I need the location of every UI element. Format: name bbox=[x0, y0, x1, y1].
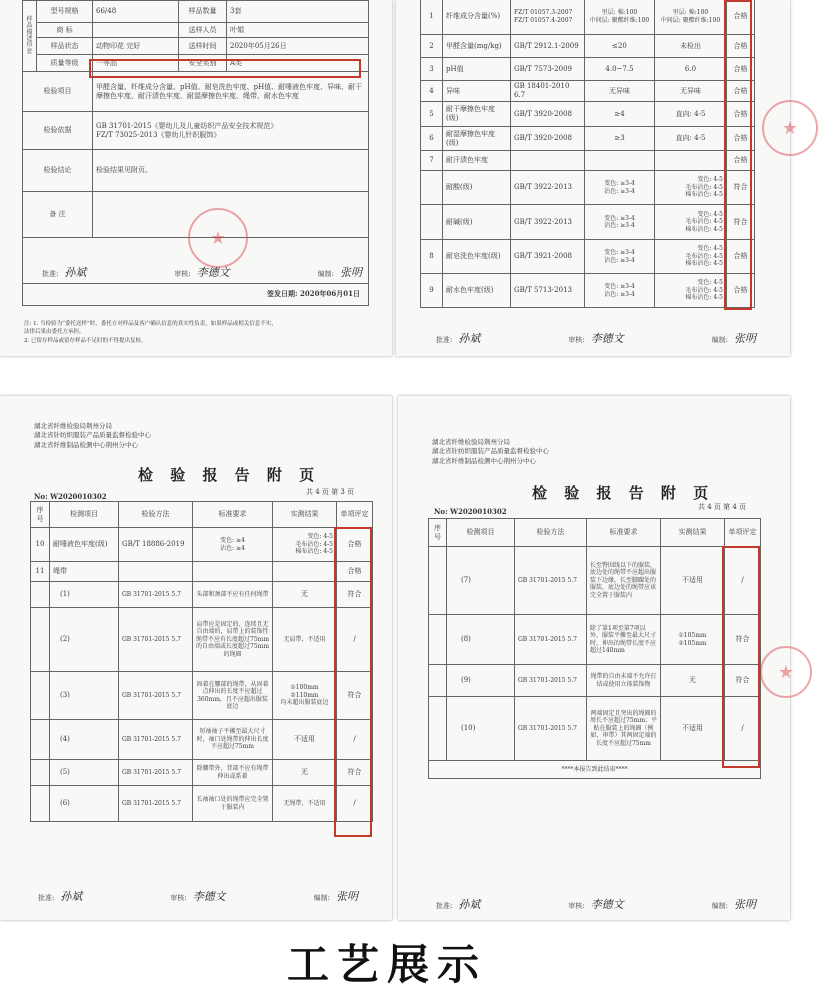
row-result: 直向: 4-5 bbox=[655, 102, 727, 127]
col-header: 序号 bbox=[31, 502, 50, 528]
row-result: 里层: 棉:100 中间层: 聚酯纤维:100 bbox=[655, 0, 727, 35]
row-item: 耐酸(级) bbox=[443, 171, 511, 205]
col-header: 检验方法 bbox=[119, 502, 193, 528]
row-result bbox=[273, 562, 337, 582]
label-sample-state: 样品状态 bbox=[37, 38, 93, 55]
results-table-page-3 bbox=[30, 501, 373, 822]
issuer-header: 湖北省纤维检验局荆州分局 湖北省针纺织服装产品质量监督检验中心 湖北省纤维制品检测中心荆州分中心 bbox=[432, 438, 549, 465]
label-quantity: 样品数量 bbox=[179, 1, 227, 23]
approve-label: 批准: bbox=[436, 902, 453, 910]
report-page-4 bbox=[398, 396, 795, 920]
row-verdict: 合格 bbox=[727, 274, 755, 308]
row-method: GB/T 3920-2008 bbox=[511, 127, 585, 151]
row-verdict: 合格 bbox=[727, 240, 755, 274]
row-no: 8 bbox=[421, 240, 443, 274]
row-verdict: 符合 bbox=[337, 582, 373, 608]
report-page-3 bbox=[0, 396, 392, 920]
value-quantity: 3套 bbox=[227, 1, 369, 23]
row-standard: ≥4 bbox=[585, 102, 655, 127]
row-no bbox=[429, 665, 447, 697]
row-no: 9 bbox=[421, 274, 443, 308]
approve-label: 批准: bbox=[42, 270, 59, 278]
row-method: GB/T 2912.1-2009 bbox=[511, 35, 585, 58]
row-verdict: 合格 bbox=[337, 528, 373, 562]
value-test-basis: GB 31701-2015《婴幼儿及儿童纺织产品安全技术规范》 FZ/T 73025-2013《婴幼儿针织服饰》 bbox=[93, 112, 369, 150]
row-verdict: 合格 bbox=[727, 151, 755, 171]
col-header: 标准要求 bbox=[587, 519, 661, 547]
row-method: GB/T 18886-2019 bbox=[119, 528, 193, 562]
value-quality-grade: 一等品 bbox=[93, 55, 179, 72]
official-stamp: ★ bbox=[762, 100, 818, 156]
row-no bbox=[31, 760, 50, 786]
row-standard bbox=[585, 151, 655, 171]
compile-label: 编制: bbox=[711, 902, 728, 910]
row-result: 不适用 bbox=[661, 697, 725, 761]
row-method: GB 31701-2015 5.7 bbox=[119, 582, 193, 608]
value-remarks bbox=[93, 192, 369, 238]
row-result: 不适用 bbox=[661, 547, 725, 615]
compile-signature: 张明 bbox=[339, 266, 362, 279]
section-banner bbox=[0, 930, 790, 989]
label-conclusion: 检验结论 bbox=[23, 150, 93, 192]
col-header: 检验方法 bbox=[515, 519, 587, 547]
row-result: ①100mm ②110mm 均未超出服装底边 bbox=[273, 672, 337, 720]
row-standard: 4.0~7.5 bbox=[585, 58, 655, 81]
row-method: GB 31701-2015 5.7 bbox=[119, 672, 193, 720]
col-header: 实测结果 bbox=[661, 519, 725, 547]
row-item: 耐干摩擦色牢度(级) bbox=[443, 102, 511, 127]
row-method: GB/T 3922-2013 bbox=[511, 205, 585, 240]
row-item: (5) bbox=[50, 760, 119, 786]
report-end-note: ****本报告到此结束**** bbox=[429, 761, 761, 779]
approve-signature: 孙斌 bbox=[60, 890, 83, 903]
row-no bbox=[31, 720, 50, 760]
page-title: 检 验 报 告 附 页 bbox=[138, 466, 321, 484]
row-item: (9) bbox=[447, 665, 515, 697]
row-method: GB/T 5713-2013 bbox=[511, 274, 585, 308]
row-standard: 变色: ≥3-4 沾色: ≥3-4 bbox=[585, 171, 655, 205]
signature-row-1 bbox=[42, 264, 362, 280]
row-no bbox=[31, 582, 50, 608]
row-result: 变色: 4-5 毛布沾色: 4-5 棉布沾色: 4-5 bbox=[655, 240, 727, 274]
row-result: 无肩带，不适用 bbox=[273, 608, 337, 672]
review-signature: 李德文 bbox=[192, 890, 226, 903]
approve-signature: 孙斌 bbox=[64, 266, 87, 279]
row-standard: 变色: ≥3-4 沾色: ≥3-4 bbox=[585, 274, 655, 308]
row-standard bbox=[193, 562, 273, 582]
row-verdict: / bbox=[725, 547, 761, 615]
value-safety-class: A类 bbox=[227, 55, 369, 72]
row-standard: 短袖袖子平摊至最大尺寸时，袖口处绳带的伸出长度不应超过75mm bbox=[193, 720, 273, 760]
value-conclusion: 检验结果见附页。 bbox=[93, 150, 369, 192]
value-brand bbox=[93, 23, 179, 38]
row-item: 耐碱(级) bbox=[443, 205, 511, 240]
official-stamp: ★ bbox=[760, 646, 812, 698]
label-safety-class: 安全类别 bbox=[179, 55, 227, 72]
page-title: 检 验 报 告 附 页 bbox=[532, 484, 715, 502]
review-signature: 李德文 bbox=[196, 266, 230, 279]
row-method: GB 31701-2015 5.7 bbox=[515, 615, 587, 665]
row-method bbox=[511, 151, 585, 171]
review-signature: 李德文 bbox=[590, 898, 624, 911]
row-method: GB/T 3920-2008 bbox=[511, 102, 585, 127]
row-method: GB 31701-2015 5.7 bbox=[515, 697, 587, 761]
row-standard: 变色: ≥4 沾色: ≥4 bbox=[193, 528, 273, 562]
row-result: 6.0 bbox=[655, 58, 727, 81]
compile-label: 编制: bbox=[317, 270, 334, 278]
official-stamp: ★ bbox=[188, 208, 248, 268]
value-sender: 叶娟 bbox=[227, 23, 369, 38]
value-sample-state: 动物印花 完好 bbox=[93, 38, 179, 55]
results-table-page-2 bbox=[420, 0, 755, 308]
row-result bbox=[655, 151, 727, 171]
row-standard: ≥3 bbox=[585, 127, 655, 151]
row-result: 变色: 4-5 毛布沾色: 4-5 棉布沾色: 4-5 bbox=[655, 274, 727, 308]
review-label: 审核: bbox=[174, 270, 191, 278]
row-no: 10 bbox=[31, 528, 50, 562]
sample-info-table bbox=[22, 0, 369, 306]
report-number: No: W2020010302 bbox=[34, 492, 107, 501]
row-verdict: 符合 bbox=[727, 205, 755, 240]
value-test-items: 甲醛含量、纤维成分含量、pH值、耐皂洗色牢度、pH值、耐唾液色牢度、异味、耐干摩擦色牢度、耐汗渍色牢度、耐湿摩擦色牢度、绳带、耐水色牢度 bbox=[93, 72, 369, 112]
row-verdict: 合格 bbox=[337, 562, 373, 582]
row-result: 变色: 4-5 毛布沾色: 4-5 棉布沾色: 4-5 bbox=[655, 171, 727, 205]
col-header: 实测结果 bbox=[273, 502, 337, 528]
row-item: (2) bbox=[50, 608, 119, 672]
row-no: 2 bbox=[421, 35, 443, 58]
row-standard: 无异味 bbox=[585, 81, 655, 102]
col-header: 单项评定 bbox=[337, 502, 373, 528]
row-no: 11 bbox=[31, 562, 50, 582]
row-result: 未检出 bbox=[655, 35, 727, 58]
row-verdict: 合格 bbox=[727, 127, 755, 151]
page-number: 共 4 页 第 3 页 bbox=[306, 488, 355, 496]
row-verdict: 符合 bbox=[337, 760, 373, 786]
row-verdict: 合格 bbox=[727, 81, 755, 102]
row-result: 无 bbox=[273, 582, 337, 608]
row-no bbox=[31, 786, 50, 822]
section-heading: 工艺展示 bbox=[287, 940, 488, 989]
compile-label: 编制: bbox=[313, 894, 330, 902]
report-notes: 注: 1. 当检验为“委托送样”时，委托方对样品及客户确认信息的真实性负责，如果样品或相关信息不实， 法律后果由委托方承担。 2. 已留存样品或留存样品不足时的不得提出复检。 bbox=[24, 321, 277, 344]
row-result: 变色: 4-5 毛布沾色: 4-5 棉布沾色: 4-5 bbox=[655, 205, 727, 240]
row-standard: ≤20 bbox=[585, 35, 655, 58]
row-no: 5 bbox=[421, 102, 443, 127]
row-result: 直向: 4-5 bbox=[655, 127, 727, 151]
row-method: GB/T 3922-2013 bbox=[511, 171, 585, 205]
label-remarks: 备 注 bbox=[23, 192, 93, 238]
row-result: 无 bbox=[273, 760, 337, 786]
row-verdict: 符合 bbox=[337, 672, 373, 720]
row-method: GB 18401-2010 6.7 bbox=[511, 81, 585, 102]
row-no: 6 bbox=[421, 127, 443, 151]
row-item: 甲醛含量(mg/kg) bbox=[443, 35, 511, 58]
row-item: (1) bbox=[50, 582, 119, 608]
row-verdict: / bbox=[337, 786, 373, 822]
report-page-2 bbox=[396, 0, 799, 356]
row-standard: 肩带应是固定的、连续且无自由端的，肩带上的装饰性绳带不应有长度超过75mm的自由端或长度超过75mm的绳圈 bbox=[193, 608, 273, 672]
row-item: (6) bbox=[50, 786, 119, 822]
row-method: GB 31701-2015 5.7 bbox=[515, 665, 587, 697]
row-standard: 头部和颈部不应有任何绳带 bbox=[193, 582, 273, 608]
row-result: 无绳带，不适用 bbox=[273, 786, 337, 822]
review-signature: 李德文 bbox=[590, 332, 624, 345]
row-item: 耐水色牢度(级) bbox=[443, 274, 511, 308]
row-item: 耐汗渍色牢度 bbox=[443, 151, 511, 171]
row-item: 异味 bbox=[443, 81, 511, 102]
row-verdict: 符合 bbox=[725, 665, 761, 697]
row-method: GB 31701-2015 5.7 bbox=[119, 760, 193, 786]
col-header: 检测项目 bbox=[50, 502, 119, 528]
signature-row-3 bbox=[38, 888, 358, 904]
signature-row-2 bbox=[436, 330, 756, 346]
value-send-date: 2020年05月26日 bbox=[227, 38, 369, 55]
row-verdict: 符合 bbox=[727, 171, 755, 205]
value-model: 66/48 bbox=[93, 1, 179, 23]
row-standard: 里层: 棉:100 中间层: 聚酯纤维:100 bbox=[585, 0, 655, 35]
row-no bbox=[429, 547, 447, 615]
row-item: (4) bbox=[50, 720, 119, 760]
row-item: (10) bbox=[447, 697, 515, 761]
row-result: 不适用 bbox=[273, 720, 337, 760]
row-item: (8) bbox=[447, 615, 515, 665]
row-result: 无异味 bbox=[655, 81, 727, 102]
row-no: 1 bbox=[421, 0, 443, 35]
row-standard: 固着在腰部的绳带，从固着点伸出的长度不应超过360mm，且不应超出服装底边 bbox=[193, 672, 273, 720]
page-number: 共 4 页 第 4 页 bbox=[698, 503, 747, 511]
compile-signature: 张明 bbox=[335, 890, 358, 903]
row-item: (3) bbox=[50, 672, 119, 720]
side-label: 样 品 描 述 信 息 bbox=[23, 1, 37, 72]
row-item: pH值 bbox=[443, 58, 511, 81]
approve-signature: 孙斌 bbox=[458, 898, 481, 911]
row-result: 变色: 4-5 毛布沾色: 4-5 棉布沾色: 4-5 bbox=[273, 528, 337, 562]
label-sender: 送样人员 bbox=[179, 23, 227, 38]
label-quality-grade: 质量等级 bbox=[37, 55, 93, 72]
label-test-items: 检验项目 bbox=[23, 72, 93, 112]
row-standard: 两端固定且突出的绳圈的周长不应超过75mm；平贴在服装上的绳圈（例如，串带）其两固定端的长度不应超过75mm bbox=[587, 697, 661, 761]
label-test-basis: 检验依据 bbox=[23, 112, 93, 150]
col-header: 单项评定 bbox=[725, 519, 761, 547]
row-method: GB 31701-2015 5.7 bbox=[119, 720, 193, 760]
results-table-page-4 bbox=[428, 518, 761, 779]
row-standard: 变色: ≥3-4 沾色: ≥3-4 bbox=[585, 205, 655, 240]
compile-label: 编制: bbox=[711, 336, 728, 344]
row-no bbox=[421, 171, 443, 205]
row-standard: 长至臀围线以下的服装，底边处的绳带不应超出服装下边缘，长至脚踝处的服装，底边处的绳带应该完全置于服装内 bbox=[587, 547, 661, 615]
row-method: GB 31701-2015 5.7 bbox=[119, 786, 193, 822]
row-result: ①105mm ②105mm bbox=[661, 615, 725, 665]
row-standard: 绳带的自由末端不允许打结或使用立体装饰物 bbox=[587, 665, 661, 697]
col-header: 序号 bbox=[429, 519, 447, 547]
row-verdict: / bbox=[337, 608, 373, 672]
row-verdict: 合格 bbox=[727, 35, 755, 58]
report-page-1 bbox=[0, 0, 392, 356]
col-header: 检测项目 bbox=[447, 519, 515, 547]
row-method: GB/T 3921-2008 bbox=[511, 240, 585, 274]
review-label: 审核: bbox=[568, 902, 585, 910]
row-method: GB 31701-2015 5.7 bbox=[515, 547, 587, 615]
row-item: 耐唾液色牢度(级) bbox=[50, 528, 119, 562]
row-standard: 除了第1项至第7项以外，服装平摊至最大尺寸时，伸出的绳带长度不应超过140mm bbox=[587, 615, 661, 665]
row-method: FZ/T 01057.3-2007 FZ/T 01057.4-2007 bbox=[511, 0, 585, 35]
report-number: No: W2020010302 bbox=[434, 507, 507, 516]
col-header: 标准要求 bbox=[193, 502, 273, 528]
approve-label: 批准: bbox=[436, 336, 453, 344]
row-no bbox=[31, 608, 50, 672]
row-item: (7) bbox=[447, 547, 515, 615]
row-item: 纤维成分含量(%) bbox=[443, 0, 511, 35]
row-result: 无 bbox=[661, 665, 725, 697]
row-item: 耐皂洗色牢度(级) bbox=[443, 240, 511, 274]
row-no bbox=[429, 615, 447, 665]
review-label: 审核: bbox=[568, 336, 585, 344]
row-verdict: / bbox=[725, 697, 761, 761]
row-no: 3 bbox=[421, 58, 443, 81]
row-standard: 变色: ≥3-4 沾色: ≥3-4 bbox=[585, 240, 655, 274]
row-method: GB 31701-2015 5.7 bbox=[119, 608, 193, 672]
row-verdict: / bbox=[337, 720, 373, 760]
row-no: 7 bbox=[421, 151, 443, 171]
issuer-header: 湖北省纤维检验局荆州分局 湖北省针纺织服装产品质量监督检验中心 湖北省纤维制品检测中心荆州分中心 bbox=[34, 422, 151, 449]
row-no bbox=[421, 205, 443, 240]
row-standard: 除腰带外，背部不应有绳带伸出或系着 bbox=[193, 760, 273, 786]
row-verdict: 符合 bbox=[725, 615, 761, 665]
row-item: 绳带 bbox=[50, 562, 119, 582]
label-model: 型号规格 bbox=[37, 1, 93, 23]
row-standard: 长袖袖口处的绳带应完全置于服装内 bbox=[193, 786, 273, 822]
label-brand: 商 标 bbox=[37, 23, 93, 38]
compile-signature: 张明 bbox=[733, 898, 756, 911]
row-item: 耐湿摩擦色牢度(级) bbox=[443, 127, 511, 151]
approve-label: 批准: bbox=[38, 894, 55, 902]
row-no bbox=[31, 672, 50, 720]
row-no: 4 bbox=[421, 81, 443, 102]
approve-signature: 孙斌 bbox=[458, 332, 481, 345]
row-verdict: 合格 bbox=[727, 58, 755, 81]
label-send-date: 送样时间 bbox=[179, 38, 227, 55]
review-label: 审核: bbox=[170, 894, 187, 902]
signature-row-4 bbox=[436, 896, 756, 912]
row-method: GB/T 7573-2009 bbox=[511, 58, 585, 81]
row-no bbox=[429, 697, 447, 761]
row-verdict: 合格 bbox=[727, 0, 755, 35]
compile-signature: 张明 bbox=[733, 332, 756, 345]
issue-date: 签发日期: 2020年06月01日 bbox=[23, 284, 369, 306]
row-method bbox=[119, 562, 193, 582]
row-verdict: 合格 bbox=[727, 102, 755, 127]
